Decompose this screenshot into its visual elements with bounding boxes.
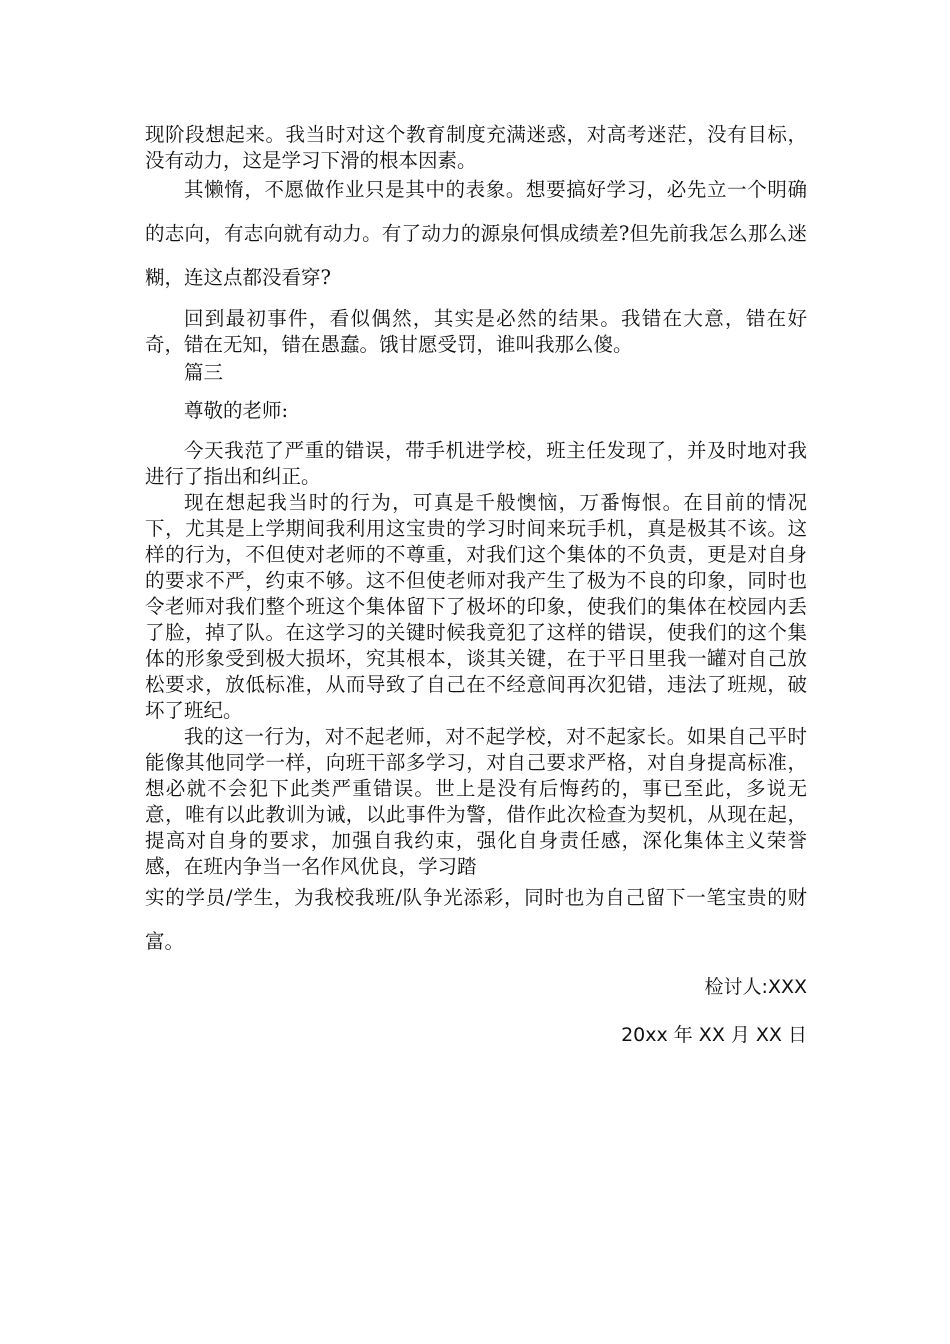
paragraph-laziness: 其懒惰，不愿做作业只是其中的表象。想要搞好学习，必先立一个明确的志向，有志向就有动力。有了动力的源泉何惧成绩差?但先前我怎么那么迷糊，连这点都没看穿? bbox=[145, 178, 807, 289]
paragraph-continuation: 现阶段想起来。我当时对这个教育制度充满迷惑，对高考迷茫，没有目标，没有动力，这是学习下滑的根本因素。 bbox=[145, 123, 807, 172]
paragraph-apology: 我的这一行为，对不起老师，对不起学校，对不起家长。如果自己平时能像其他同学一样，向班干部多学习，对自己要求严格，对自身提高标准，想必就不会犯下此类严重错误。世上是没有后悔药的，事已至此，多说无意，唯有以此教训为诫，以此事件为警，借作此次检查为契机，从现在起，提高对自身的要求，加强自我约束，强化自身责任感，深化集体主义荣誉感，在班内争当一名作风优良，学习踏 bbox=[145, 725, 807, 878]
salutation: 尊敬的老师: bbox=[184, 399, 289, 422]
signature: 检讨人:XXX bbox=[704, 976, 807, 998]
paragraph-incident: 今天我范了严重的错误，带手机进学校，班主任发现了，并及时地对我进行了指出和纠正。 bbox=[145, 439, 807, 488]
paragraph-regret: 现在想起我当时的行为，可真是千般懊恼，万番悔恨。在目前的情况下，尤其是上学期间我利用这宝贵的学习时间来玩手机，真是极其不该。这样的行为，不但使对老师的不尊重，对我们这个集体的不负责，更是对自身的要求不严，约束不够。这不但使老师对我产生了极为不良的印象，同时也令老师对我们整个班这个集体留下了极坏的印象，使我们的集体在校园内丢了脸，掉了队。在这学习的关键时候我竟犯了这样的错误，使我们的这个集体的形象受到极大损坏，究其根本，谈其关键，在于平日里我一罐对自己放松要求，放低标准，从而导致了自己在不经意间再次犯错，违法了班规，破坏了班纪。 bbox=[145, 491, 807, 722]
paragraph-apology-end: 实的学员/学生，为我校我班/队争光添彩，同时也为自己留下一笔宝贵的财富。 bbox=[145, 886, 807, 953]
section-heading: 篇三 bbox=[184, 361, 224, 384]
date: 20xx 年 XX 月 XX 日 bbox=[621, 1024, 807, 1046]
document-body bbox=[145, 122, 807, 1048]
paragraph-reflection: 回到最初事件，看似偶然，其实是必然的结果。我错在大意，错在好奇，错在无知，错在愚蠢。饿甘愿受罚，谁叫我那么傻。 bbox=[145, 307, 807, 356]
